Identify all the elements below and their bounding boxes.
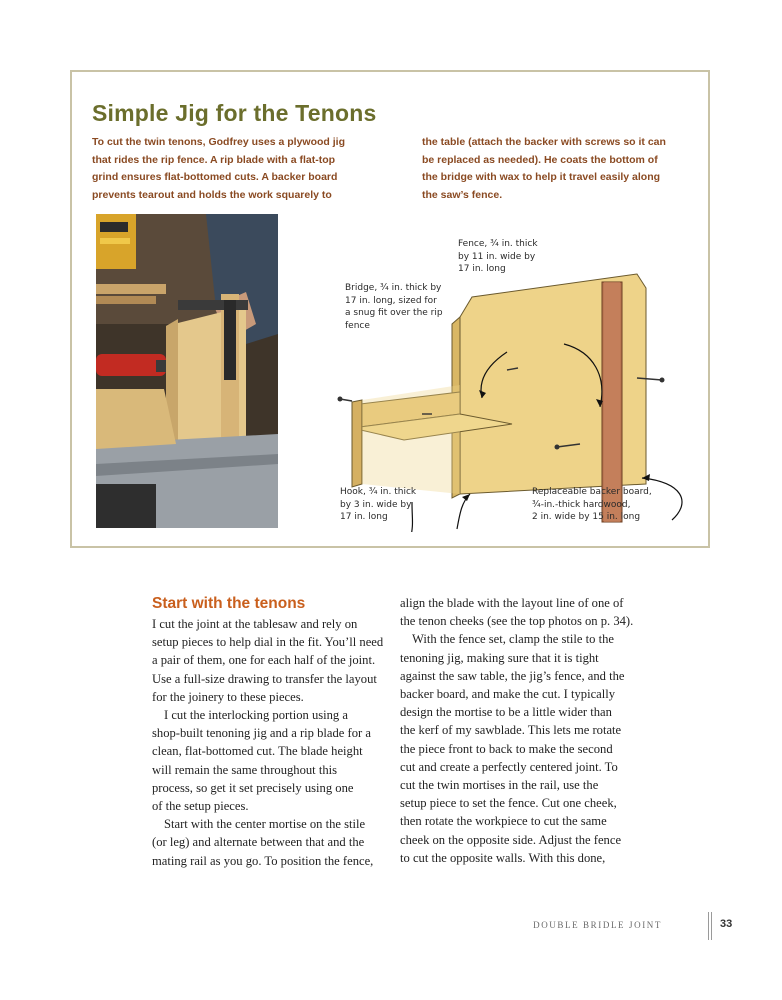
body-line: cheek on the opposite side. Adjust the fence: [400, 832, 622, 847]
body-line: I cut the joint at the tablesaw and rely on: [152, 617, 358, 631]
body-line: cut the twin mortises in the rail, use the: [400, 778, 599, 793]
body-line: for the joinery to these pieces.: [152, 689, 304, 704]
callout-hook: [340, 486, 416, 524]
body-line: shop-built tenoning jig and a rip blade for a: [152, 726, 371, 741]
body-line: the piece front to back to make the second: [400, 741, 613, 756]
intro-line: prevents tearout and holds the work squarely to: [92, 188, 332, 201]
body-line: (or leg) and alternate between that and the: [152, 835, 365, 850]
callout-bridge: [345, 282, 443, 332]
sidebar-intro-left: [92, 134, 392, 204]
callout-line: a snug fit over the rip: [345, 308, 443, 318]
body-line: Start with the center mortise on the stile: [164, 817, 366, 832]
body-line: then rotate the workpiece to cut the same: [400, 814, 607, 829]
body-line: process, so get it set precisely using one: [152, 780, 354, 795]
callout-line: Bridge, ¾ in. thick by: [345, 283, 442, 293]
body-line: clean, flat-bottomed cut. The blade height: [152, 744, 363, 759]
intro-line: the table (attach the backer with screws so it can: [422, 136, 666, 148]
footer-rule: [711, 912, 712, 940]
callout-line: Hook, ¾ in. thick: [340, 487, 417, 497]
callout-line: by 11 in. wide by: [458, 251, 536, 262]
callout-line: by 3 in. wide by: [340, 499, 412, 510]
callout-line: Replaceable backer board,: [532, 487, 652, 497]
body-line: cut and create a perfectly centered joint. To: [400, 759, 618, 774]
intro-line: the saw’s fence.: [422, 188, 503, 201]
body-line: mating rail as you go. To position the fence,: [152, 853, 374, 868]
callout-line: 17 in. long: [340, 512, 388, 522]
intro-line: be replaced as needed). He coats the bottom of: [422, 153, 658, 166]
sidebar-title: Simple Jig for the Tenons: [92, 100, 377, 126]
page-number: 33: [720, 918, 733, 930]
body-line: the kerf of my sawblade. This lets me rotate: [400, 723, 622, 738]
intro-line: To cut the twin tenons, Godfrey uses a plywood jig: [92, 136, 345, 148]
body-line: design the mortise to be a little wider than: [400, 705, 612, 720]
intro-line: that rides the rip fence. A rip blade with a flat-top: [92, 153, 336, 166]
intro-line: the bridge with wax to help it travel easily along: [422, 171, 661, 183]
body-line: align the blade with the layout line of one of: [400, 596, 624, 610]
callout-line: fence: [345, 320, 370, 331]
body-line: I cut the interlocking portion using a: [164, 708, 348, 723]
callout-line: 17 in. long, sized for: [345, 295, 437, 306]
body-line: the tenon cheeks (see the top photos on p. 34).: [400, 614, 634, 629]
body-line: Use a full-size drawing to transfer the layout: [152, 671, 377, 686]
callout-backer-board: [532, 486, 652, 524]
body-line: setup pieces to help dial in the fit. You’ll need: [152, 635, 384, 650]
callout-line: Fence, ¾ in. thick: [458, 239, 538, 249]
body-line: of the setup pieces.: [152, 799, 249, 814]
article-column-left: [152, 594, 384, 870]
sidebar-box: [70, 70, 710, 548]
running-head: DOUBLE BRIDLE JOINT: [533, 920, 662, 930]
body-line: a pair of them, one for each half of the joint.: [152, 653, 376, 668]
callout-line: 2 in. wide by 15 in. long: [532, 512, 641, 522]
callout-line: 17 in. long: [458, 264, 506, 274]
page-footer: [533, 912, 740, 940]
body-line: setup piece to set the fence. Cut one cheek,: [400, 796, 617, 811]
section-heading: Start with the tenons: [152, 595, 306, 612]
body-line: against the saw table, the jig’s fence, and the: [400, 668, 625, 683]
sidebar-intro-right: [422, 134, 697, 204]
body-line: to cut the opposite walls. With this done,: [400, 850, 606, 865]
right-column-lines: [400, 594, 634, 867]
jig-photo: [96, 214, 278, 528]
body-line: tenoning jig, making sure that it is tight: [400, 650, 599, 665]
footer-rule: [708, 912, 709, 940]
body-line: backer board, and make the cut. I typically: [400, 687, 616, 702]
left-column-lines: [152, 615, 384, 870]
callout-fence: [458, 238, 538, 276]
body-line: With the fence set, clamp the stile to the: [412, 632, 614, 647]
intro-line: grind ensures flat-bottomed cuts. A backer board: [92, 171, 338, 183]
callout-line: ¾-in.-thick hardwood,: [532, 499, 631, 510]
article-column-right: [400, 594, 634, 867]
jig-photo-illustration: [96, 214, 278, 528]
body-line: will remain the same throughout this: [152, 762, 338, 777]
